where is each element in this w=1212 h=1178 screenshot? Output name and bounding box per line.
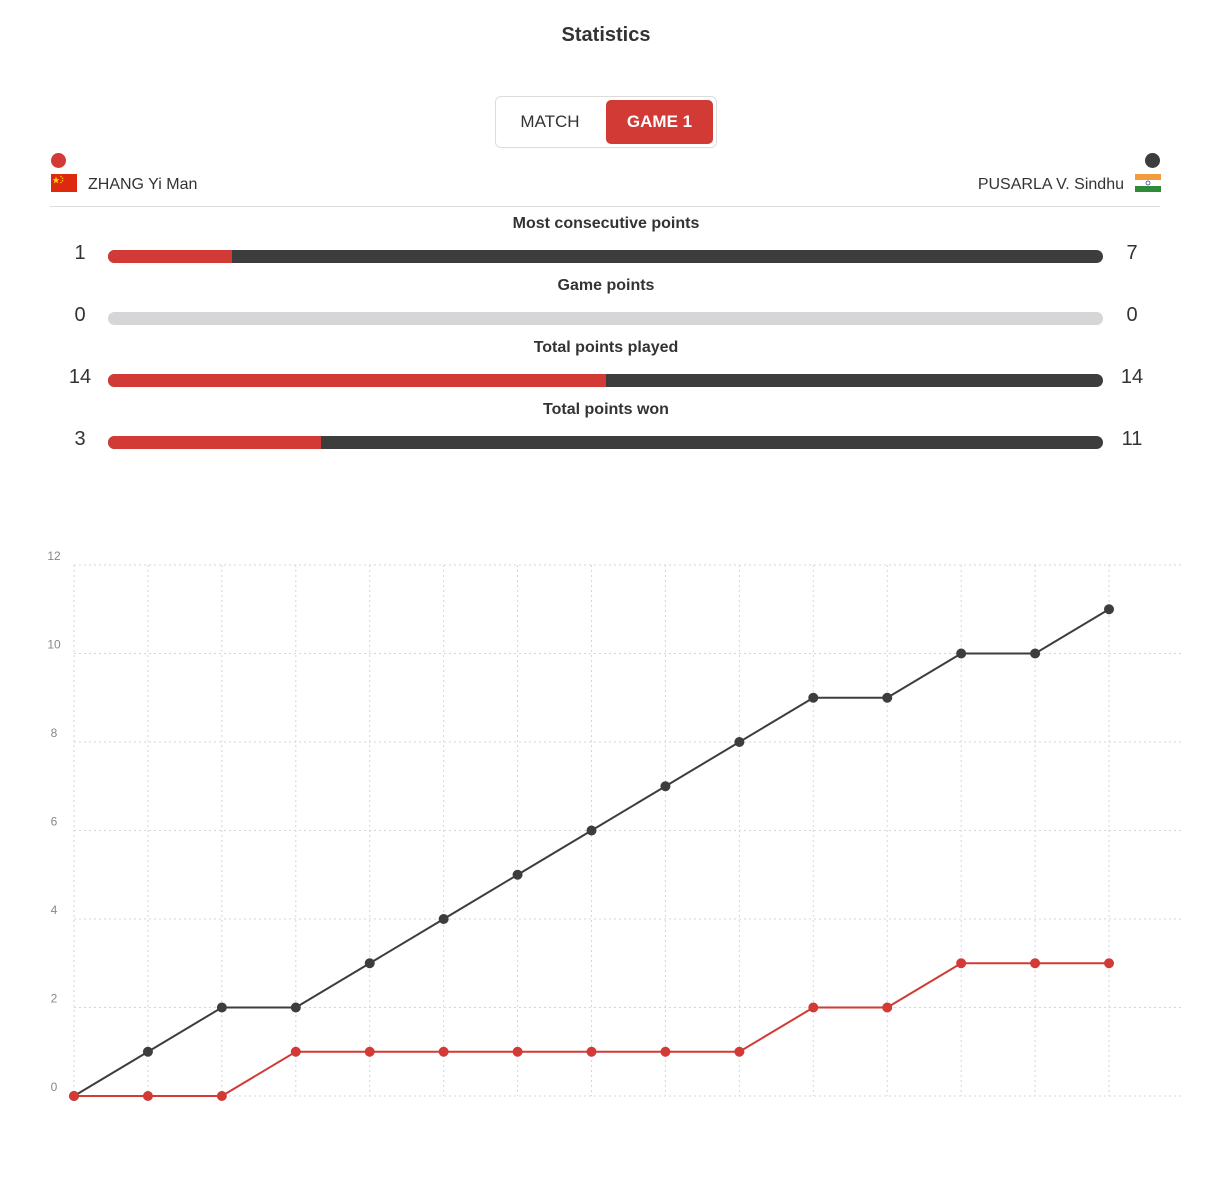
- stat-left-value: 0: [74, 304, 86, 326]
- stat-label: Total points won: [543, 401, 669, 418]
- data-point: [1030, 649, 1040, 659]
- stat-right-value: 0: [1126, 304, 1138, 326]
- player-right-color-dot: [1145, 153, 1160, 168]
- tab-match[interactable]: MATCH: [520, 112, 580, 131]
- stat-bar-left-fill: [108, 374, 606, 387]
- data-point: [513, 1047, 523, 1057]
- stat-right-value: 14: [1120, 366, 1144, 388]
- data-point: [808, 1003, 818, 1013]
- stat-bar-left-fill: [108, 250, 232, 263]
- data-point: [587, 1047, 597, 1057]
- data-point: [143, 1047, 153, 1057]
- stat-label: Game points: [557, 277, 655, 294]
- y-tick-label: 8: [50, 726, 58, 740]
- india-flag-icon: [1135, 174, 1161, 192]
- y-tick-label: 12: [47, 549, 61, 563]
- data-point: [660, 1047, 670, 1057]
- stat-label: Total points played: [533, 339, 679, 356]
- stat-bar-left-fill: [108, 436, 321, 449]
- y-tick-label: 4: [50, 903, 58, 917]
- stat-bar: [108, 250, 1103, 263]
- data-point: [217, 1091, 227, 1101]
- data-point: [1030, 958, 1040, 968]
- data-point: [734, 1047, 744, 1057]
- data-point: [291, 1003, 301, 1013]
- y-tick-label: 10: [47, 637, 61, 652]
- data-point: [365, 958, 375, 968]
- view-toggle: [495, 96, 717, 148]
- series-line-0: [74, 609, 1109, 1096]
- data-point: [882, 693, 892, 703]
- stat-left-value: 14: [68, 366, 92, 388]
- y-tick-label: 0: [50, 1080, 58, 1094]
- data-point: [217, 1003, 227, 1013]
- stat-bar: [108, 312, 1103, 325]
- stat-label: Most consecutive points: [512, 215, 700, 232]
- china-flag-icon: [51, 174, 77, 192]
- data-point: [439, 914, 449, 924]
- data-point: [808, 693, 818, 703]
- y-tick-label: 2: [50, 991, 58, 1006]
- stat-bar: [108, 374, 1103, 387]
- data-point: [143, 1091, 153, 1101]
- data-point: [69, 1091, 79, 1101]
- data-point: [513, 870, 523, 880]
- y-tick-label: 6: [50, 814, 58, 829]
- data-point: [439, 1047, 449, 1057]
- data-point: [1104, 604, 1114, 614]
- tab-game-1[interactable]: GAME 1: [606, 100, 713, 144]
- data-point: [1104, 958, 1114, 968]
- player-right-name: PUSARLA V. Sindhu: [977, 176, 1124, 193]
- divider: [50, 206, 1160, 207]
- stat-left-value: 3: [74, 428, 86, 450]
- data-point: [734, 737, 744, 747]
- data-point: [291, 1047, 301, 1057]
- stat-left-value: 1: [74, 242, 86, 264]
- data-point: [956, 958, 966, 968]
- player-left-name: ZHANG Yi Man: [88, 176, 198, 193]
- player-left-color-dot: [51, 153, 66, 168]
- data-point: [660, 781, 670, 791]
- stat-bar: [108, 436, 1103, 449]
- stat-right-value: 7: [1126, 242, 1138, 264]
- data-point: [365, 1047, 375, 1057]
- stat-right-value: 11: [1121, 428, 1143, 450]
- data-point: [882, 1003, 892, 1013]
- data-point: [587, 826, 597, 836]
- data-point: [956, 649, 966, 659]
- points-progression-chart: [0, 540, 1212, 1120]
- page-title: Statistics: [561, 24, 651, 46]
